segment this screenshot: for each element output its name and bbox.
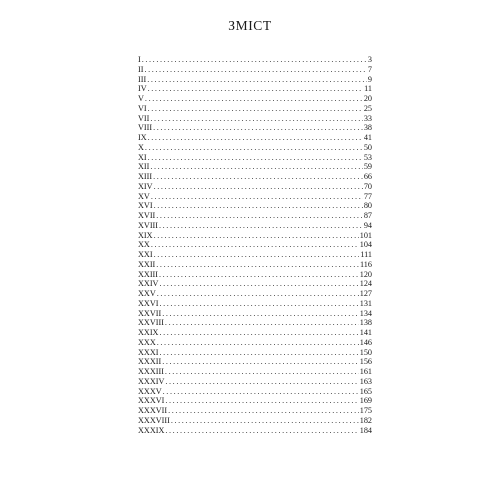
- page-number: 138: [359, 318, 372, 328]
- toc-entry: [138, 153, 372, 163]
- chapter-number: VIII: [138, 123, 153, 133]
- dot-leader: [171, 416, 359, 426]
- chapter-number: XXXII: [138, 357, 162, 367]
- page-number: 169: [359, 396, 372, 406]
- chapter-number: XIV: [138, 181, 153, 191]
- page-number: 131: [359, 298, 372, 308]
- page-number: 141: [359, 328, 372, 337]
- toc-entry: [138, 260, 372, 270]
- chapter-number: XXIII: [138, 269, 159, 279]
- dot-leader: [159, 328, 358, 338]
- dot-leader: [148, 84, 363, 94]
- toc-entry: [138, 143, 372, 153]
- dot-leader: [148, 133, 363, 143]
- page-number: 41: [363, 133, 372, 142]
- page-number: 116: [360, 259, 372, 269]
- page-number: 80: [363, 201, 372, 211]
- toc-entry: [138, 55, 372, 65]
- page-number: 182: [359, 415, 372, 425]
- toc-entry: [138, 211, 372, 221]
- page-number: 25: [363, 103, 372, 113]
- toc-entry: [138, 367, 372, 377]
- chapter-number: XVIII: [138, 220, 159, 230]
- chapter-number: XXV: [138, 289, 156, 298]
- chapter-number: III: [138, 74, 147, 84]
- toc-entry: [138, 279, 372, 289]
- dot-leader: [154, 182, 363, 192]
- chapter-number: XXXI: [138, 347, 159, 357]
- chapter-number: XXX: [138, 337, 156, 347]
- chapter-number: XIII: [138, 172, 153, 181]
- toc-entry: [138, 377, 372, 387]
- dot-leader: [142, 55, 367, 65]
- dot-leader: [165, 426, 358, 436]
- toc-entry: [138, 201, 372, 211]
- toc-entry: [138, 309, 372, 319]
- dot-leader: [159, 270, 359, 280]
- toc-entry: [138, 338, 372, 348]
- chapter-number: IV: [138, 84, 147, 94]
- chapter-number: XII: [138, 162, 150, 172]
- page-number: 184: [359, 425, 372, 435]
- dot-leader: [145, 143, 363, 153]
- chapter-number: XVII: [138, 211, 156, 220]
- dot-leader: [162, 357, 359, 367]
- toc-entry: [138, 357, 372, 367]
- page-number: 111: [360, 250, 372, 259]
- dot-leader: [148, 104, 363, 114]
- page-title: ЗМІСТ: [228, 18, 272, 33]
- chapter-number: XVI: [138, 201, 153, 211]
- dot-leader: [151, 192, 363, 202]
- dot-leader: [156, 211, 363, 221]
- chapter-number: XXI: [138, 250, 153, 259]
- dot-leader: [144, 65, 366, 75]
- toc-entry: [138, 192, 372, 202]
- page-number: 33: [363, 113, 372, 123]
- dot-leader: [165, 367, 359, 377]
- chapter-number: X: [138, 142, 144, 152]
- toc-entry: [138, 289, 372, 299]
- toc-entry: [138, 94, 372, 104]
- page-number: 104: [359, 240, 372, 250]
- chapter-number: XXIX: [138, 328, 159, 337]
- toc-entry: [138, 396, 372, 406]
- toc-entry: [138, 172, 372, 182]
- dot-leader: [154, 201, 363, 211]
- toc-entry: [138, 65, 372, 75]
- toc-entry: [138, 221, 372, 231]
- page-number: 175: [359, 406, 372, 415]
- table-of-contents: [138, 55, 372, 435]
- chapter-number: I: [138, 55, 141, 64]
- dot-leader: [148, 153, 363, 163]
- dot-leader: [165, 318, 359, 328]
- page-number: 70: [363, 181, 372, 191]
- chapter-number: XXXVI: [138, 396, 165, 406]
- chapter-number: XIX: [138, 230, 153, 240]
- chapter-number: XXVIII: [138, 318, 164, 328]
- dot-leader: [147, 75, 367, 85]
- toc-entry: [138, 75, 372, 85]
- toc-entry: [138, 318, 372, 328]
- dot-leader: [168, 406, 359, 416]
- chapter-number: XI: [138, 152, 147, 162]
- chapter-number: XV: [138, 191, 150, 201]
- chapter-number: XXVI: [138, 298, 159, 308]
- page-number: 161: [359, 367, 372, 376]
- dot-leader: [157, 289, 359, 299]
- chapter-number: XX: [138, 240, 150, 250]
- page-number: 120: [359, 269, 372, 279]
- toc-entry: [138, 416, 372, 426]
- page-number: 127: [359, 289, 372, 298]
- chapter-number: XXXIII: [138, 367, 164, 376]
- dot-leader: [165, 396, 358, 406]
- dot-leader: [156, 260, 359, 270]
- chapter-number: V: [138, 94, 144, 103]
- page-number: 124: [359, 279, 372, 289]
- page-number: 163: [359, 376, 372, 386]
- toc-entry: [138, 299, 372, 309]
- chapter-number: VII: [138, 113, 150, 123]
- page-number: 11: [364, 84, 372, 94]
- toc-entry: [138, 133, 372, 143]
- dot-leader: [150, 114, 362, 124]
- page-number: 101: [359, 230, 372, 240]
- dot-leader: [151, 240, 359, 250]
- chapter-number: XXXVII: [138, 406, 168, 415]
- dot-leader: [163, 387, 359, 397]
- toc-entry: [138, 182, 372, 192]
- toc-entry: [138, 104, 372, 114]
- dot-leader: [159, 348, 358, 358]
- toc-entry: [138, 348, 372, 358]
- chapter-number: IX: [138, 133, 147, 142]
- toc-entry: [138, 250, 372, 260]
- page-number: 87: [363, 211, 372, 220]
- page-number: 156: [359, 357, 372, 367]
- page-number: 77: [363, 191, 372, 201]
- chapter-number: XXVII: [138, 308, 162, 318]
- toc-entry: [138, 162, 372, 172]
- chapter-number: XXXV: [138, 386, 162, 396]
- toc-entry: [138, 114, 372, 124]
- toc-entry: [138, 328, 372, 338]
- page-number: 50: [363, 142, 372, 152]
- toc-entry: [138, 270, 372, 280]
- page-number: 20: [363, 94, 372, 103]
- page-number: 146: [359, 337, 372, 347]
- toc-entry: [138, 406, 372, 416]
- page-number: 66: [363, 172, 372, 181]
- dot-leader: [159, 299, 358, 309]
- dot-leader: [145, 94, 363, 104]
- dot-leader: [157, 338, 359, 348]
- page-number: 3: [367, 55, 372, 64]
- dot-leader: [159, 221, 363, 231]
- page-number: 9: [367, 74, 372, 84]
- chapter-number: XXIV: [138, 279, 159, 289]
- page-number: 59: [363, 162, 372, 172]
- toc-entry: [138, 387, 372, 397]
- toc-entry: [138, 123, 372, 133]
- toc-entry: [138, 231, 372, 241]
- page-number: 134: [359, 308, 372, 318]
- chapter-number: VI: [138, 103, 147, 113]
- page-number: 53: [363, 152, 372, 162]
- dot-leader: [165, 377, 358, 387]
- toc-entry: [138, 84, 372, 94]
- dot-leader: [162, 309, 359, 319]
- chapter-number: XXXIV: [138, 376, 165, 386]
- dot-leader: [154, 231, 359, 241]
- page-number: 38: [363, 123, 372, 133]
- toc-entry: [138, 240, 372, 250]
- page-number: 7: [367, 64, 372, 74]
- chapter-number: XXII: [138, 259, 156, 269]
- chapter-number: XXXIX: [138, 425, 165, 435]
- dot-leader: [153, 172, 363, 182]
- chapter-number: XXXVIII: [138, 415, 170, 425]
- page-number: 165: [359, 386, 372, 396]
- chapter-number: II: [138, 64, 144, 74]
- page-number: 94: [363, 220, 372, 230]
- dot-leader: [150, 162, 362, 172]
- page-number: 150: [359, 347, 372, 357]
- dot-leader: [153, 123, 363, 133]
- dot-leader: [154, 250, 360, 260]
- dot-leader: [159, 279, 358, 289]
- toc-entry: [138, 426, 372, 436]
